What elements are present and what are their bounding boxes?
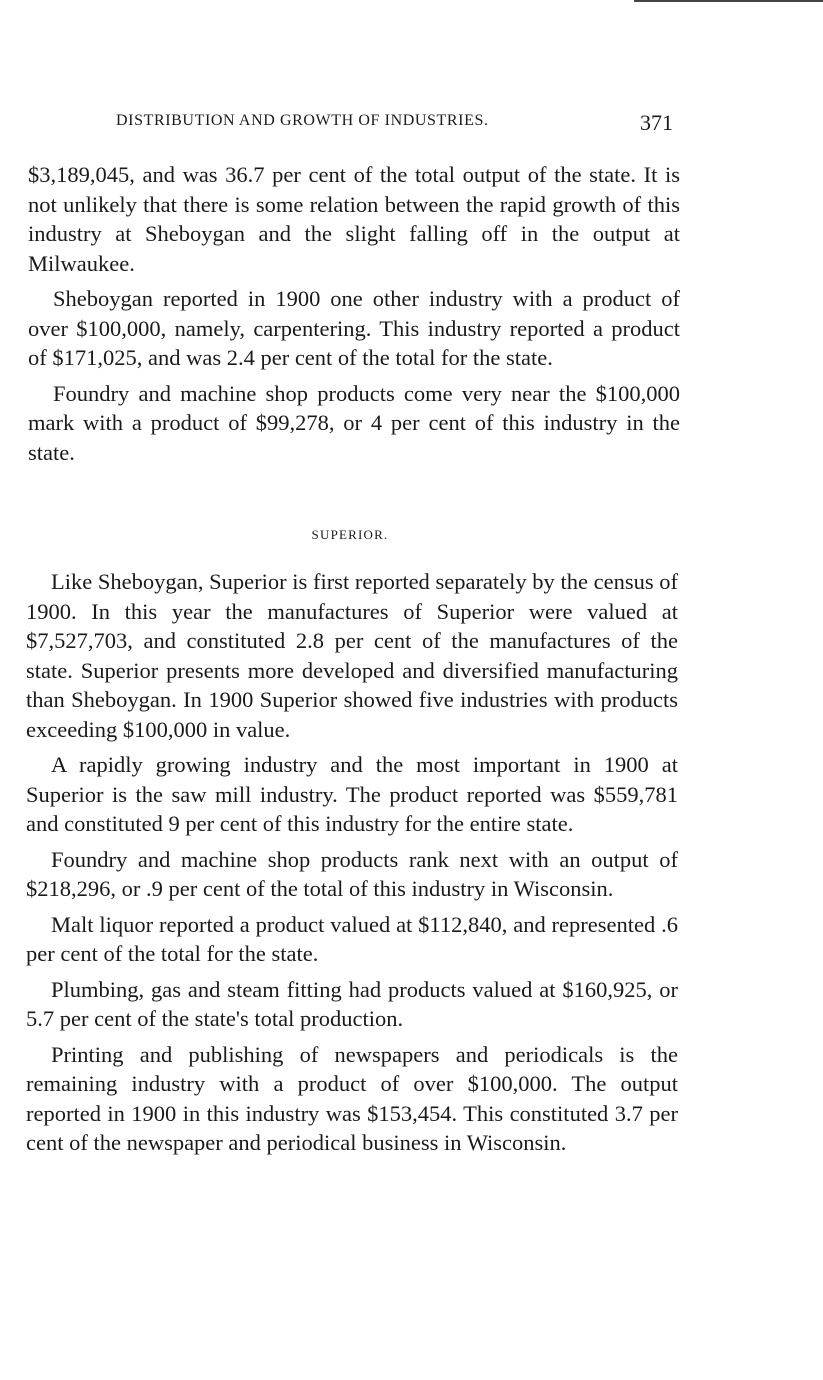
paragraph: $3,189,045, and was 36.7 per cent of the total output of the state. It is not unlikely that there is some relation between the rapid growth of this industry at Sheboygan and the slight falling off in the output at Milwaukee. <box>28 162 680 276</box>
paragraph: Like Sheboygan, Superior is first reported separately by the census of 1900. In this year the manufactures of Superior were valued at $7,527,703, and constituted 2.8 per cent of the manufactures of the state. Superior presents more developed and diversified manufacturing than Sheboygan. In 1900 Superior showed five industries with products exceeding $100,000 in value. <box>26 569 678 742</box>
top-rule <box>634 0 823 2</box>
paragraph: Printing and publishing of newspapers and periodicals is the remaining industry with a product of over $100,000. The output reported in 1900 in this industry was $153,454. This constituted 3.7 per cent of the newspaper and periodical business in Wisconsin. <box>26 1041 678 1155</box>
paragraph: Foundry and machine shop products rank next with an output of $218,296, or .9 per cent of the total of this industry in Wisconsin. <box>26 846 678 901</box>
paragraph: Foundry and machine shop products come very near the $100,000 mark with a product of $99,278, or 4 per cent of this industry in the state. <box>28 380 680 465</box>
running-head <box>0 108 823 138</box>
text-block-superior <box>26 567 678 1164</box>
paragraph: Sheboygan reported in 1900 one other industry with a product of over $100,000, namely, carpentering. This industry reported a product of $171,025, and was 2.4 per cent of the total for the state. <box>28 286 680 370</box>
text-block-sheboygan <box>28 160 680 473</box>
page-number: 371 <box>640 110 673 135</box>
running-title: DISTRIBUTION AND GROWTH OF INDUSTRIES. <box>116 112 489 129</box>
paragraph: Malt liquor reported a product valued at $112,840, and represented .6 per cent of the total for the state. <box>26 911 678 966</box>
paragraph: Plumbing, gas and steam fitting had products valued at $160,925, or 5.7 per cent of the state's total production. <box>26 976 678 1031</box>
paragraph: A rapidly growing industry and the most important in 1900 at Superior is the saw mill industry. The product reported was $559,781 and constituted 9 per cent of this industry for the entire state. <box>26 752 678 836</box>
section-heading: SUPERIOR. <box>311 527 389 542</box>
